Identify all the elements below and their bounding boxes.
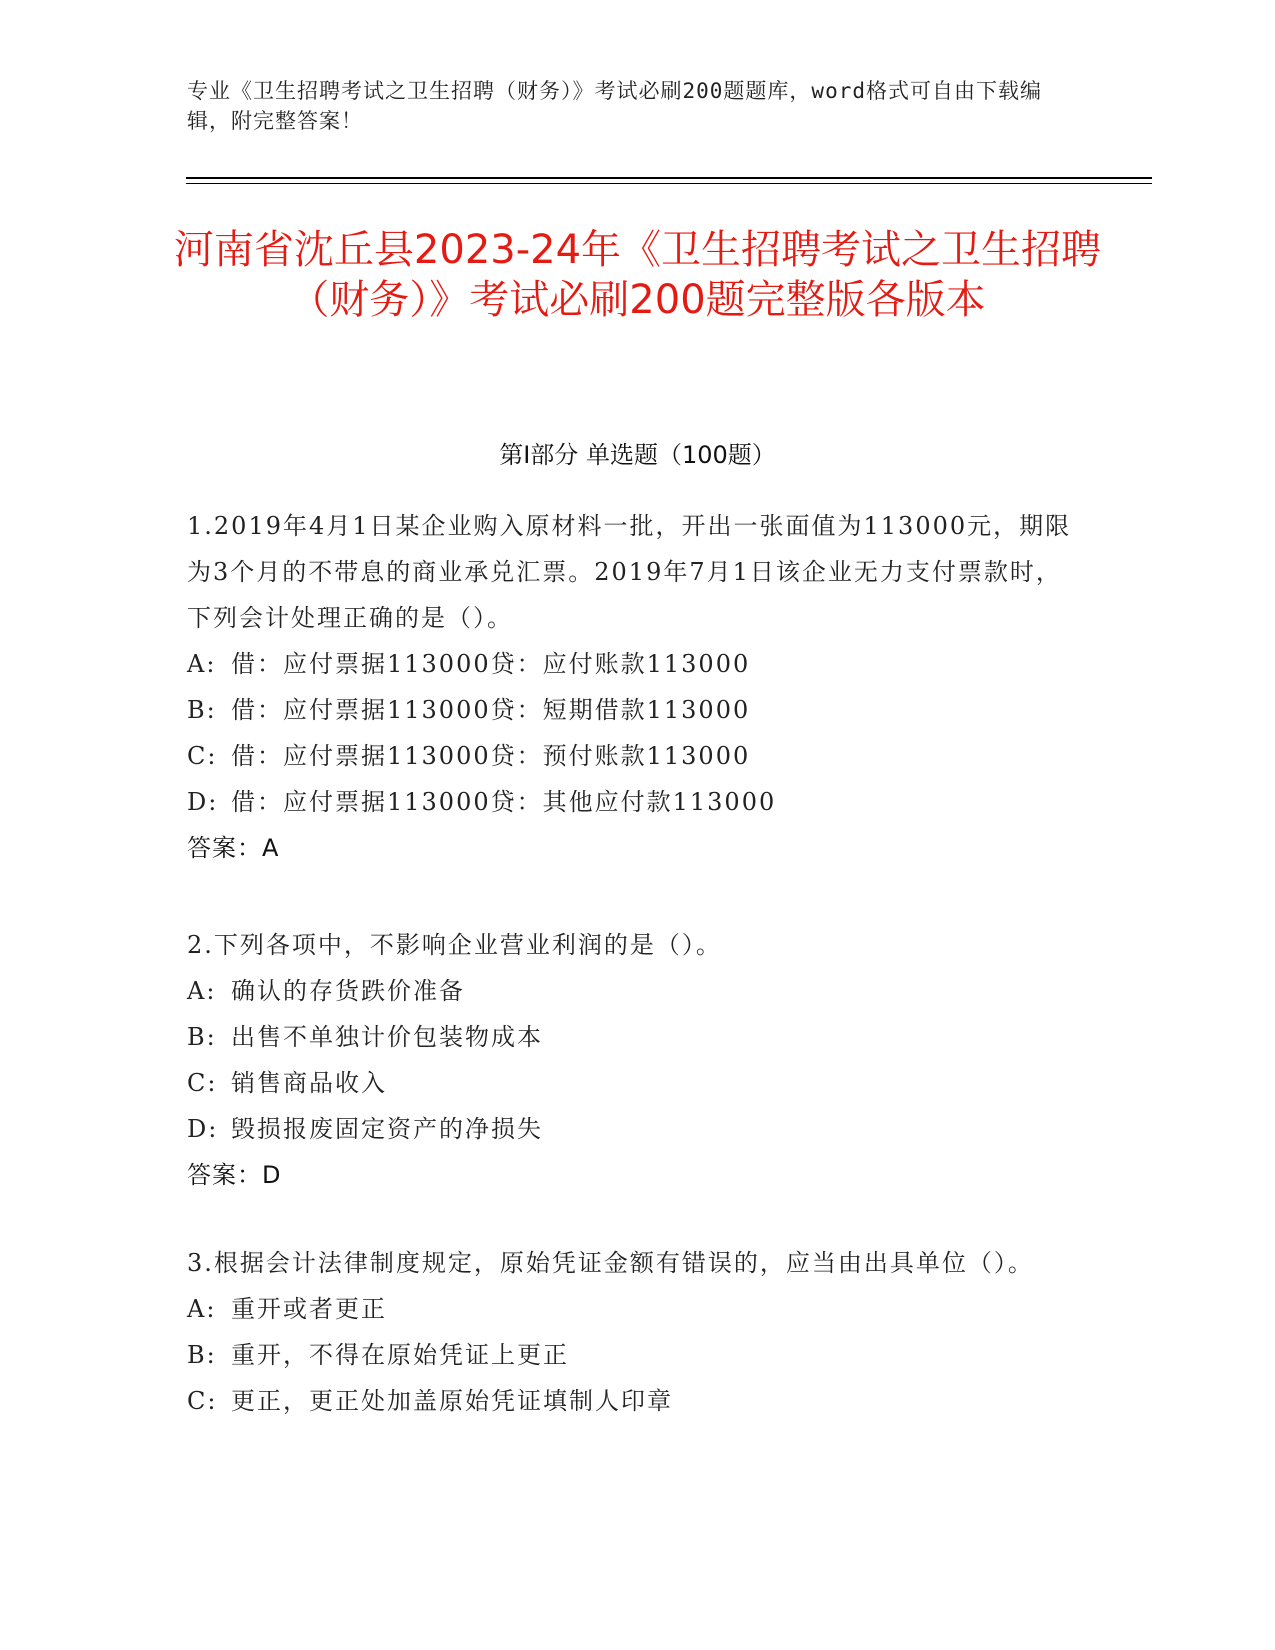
question-stem: 1.2019年4月1日某企业购入原材料一批，开出一张面值为113000元，期限为3个月的不带息的商业承兑汇票。2019年7月1日该企业无力支付票款时，下列会计处理正确的是（）。 [187, 512, 1072, 632]
option-text: 确认的存货跌价准备 [231, 977, 465, 1005]
option-key: C: [187, 742, 218, 770]
header-rule-thin [186, 183, 1152, 184]
option-key: A: [187, 650, 217, 678]
question-option-b [187, 687, 1087, 733]
option-key: A: [187, 977, 217, 1005]
option-key: D: [187, 1115, 219, 1143]
question-answer: 答案：A [187, 834, 280, 862]
option-key: A: [187, 1295, 217, 1323]
question-option-a [187, 641, 1087, 687]
option-text: 出售不单独计价包装物成本 [231, 1023, 543, 1051]
question-option-a [187, 968, 1087, 1014]
question-option-d [187, 1106, 1087, 1152]
question-option-c [187, 1060, 1087, 1106]
option-key: C: [187, 1387, 218, 1415]
option-key: B: [187, 696, 217, 724]
document-title: 河南省沈丘县2023-24年《卫生招聘考试之卫生招聘（财务）》考试必刷200题完整版各版本 [173, 227, 1102, 323]
header-note: 专业《卫生招聘考试之卫生招聘（财务）》考试必刷200题题库，word格式可自由下载编辑，附完整答案！ [187, 79, 1042, 133]
question-1 [187, 503, 1087, 871]
question-2 [187, 922, 1087, 1198]
option-key: B: [187, 1023, 217, 1051]
option-key: D: [187, 788, 219, 816]
option-text: 重开，不得在原始凭证上更正 [231, 1341, 569, 1369]
option-key: C: [187, 1069, 218, 1097]
question-option-a [187, 1286, 1087, 1332]
question-answer: 答案：D [187, 1161, 282, 1189]
question-option-b [187, 1332, 1087, 1378]
question-option-b [187, 1014, 1087, 1060]
question-option-c [187, 733, 1087, 779]
question-stem: 3.根据会计法律制度规定，原始凭证金额有错误的，应当由出具单位（）。 [187, 1249, 1034, 1277]
option-text: 更正，更正处加盖原始凭证填制人印章 [231, 1387, 673, 1415]
option-text: 借：应付票据113000贷：短期借款113000 [231, 696, 751, 724]
header-rule-thick [186, 177, 1152, 179]
section-heading: 第Ⅰ部分 单选题（100题） [499, 441, 776, 469]
question-option-c [187, 1378, 1087, 1424]
question-option-d [187, 779, 1087, 825]
option-text: 借：应付票据113000贷：应付账款113000 [231, 650, 751, 678]
option-text: 销售商品收入 [231, 1069, 387, 1097]
option-text: 借：应付票据113000贷：其他应付款113000 [231, 788, 777, 816]
option-text: 借：应付票据113000贷：预付账款113000 [231, 742, 751, 770]
question-stem: 2.下列各项中，不影响企业营业利润的是（）。 [187, 931, 722, 959]
option-key: B: [187, 1341, 217, 1369]
question-3 [187, 1240, 1087, 1424]
option-text: 重开或者更正 [231, 1295, 387, 1323]
option-text: 毁损报废固定资产的净损失 [231, 1115, 543, 1143]
